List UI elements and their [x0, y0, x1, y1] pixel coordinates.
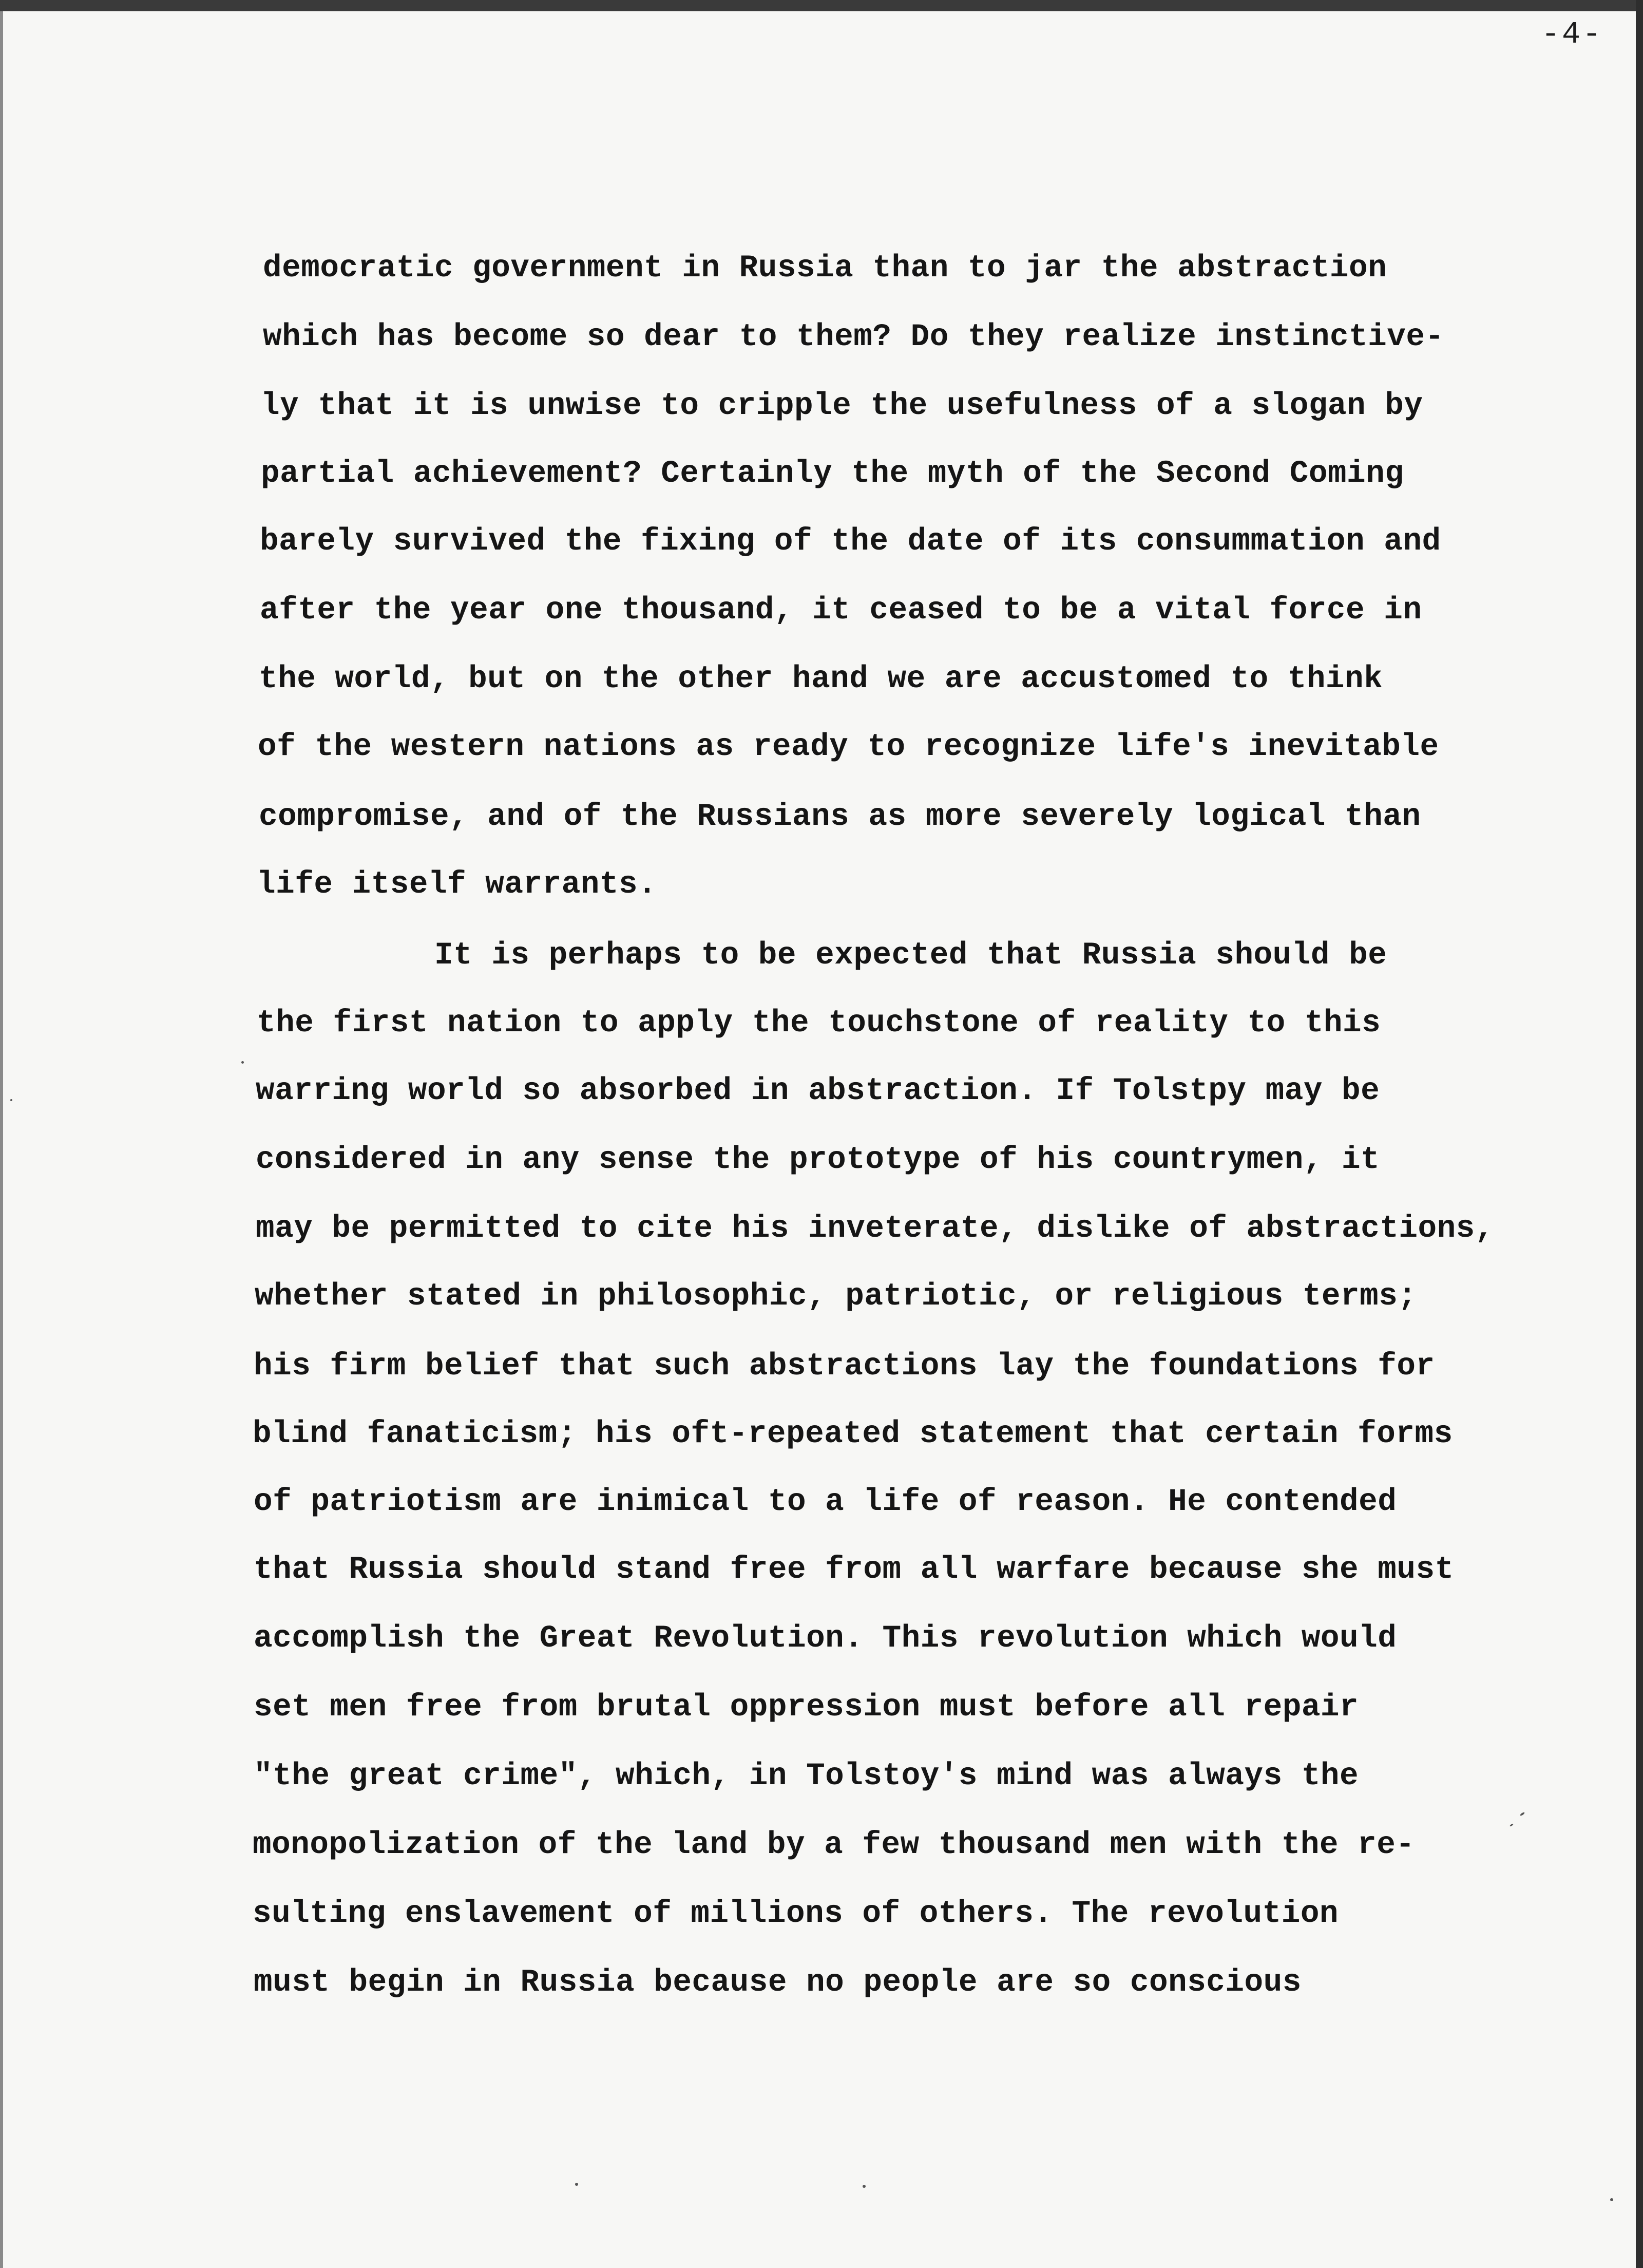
text-line: the first nation to apply the touchstone of reality to this	[257, 1006, 1381, 1041]
text-line: whether stated in philosophic, patriotic, or religious terms;	[255, 1279, 1417, 1314]
scan-edge-top	[0, 0, 1643, 11]
text-line: after the year one thousand, it ceased to be a vital force in	[260, 593, 1422, 628]
text-line: warring world so absorbed in abstraction. If Tolstpy may be	[256, 1073, 1380, 1109]
text-line: that Russia should stand free from all warfare because she must	[254, 1552, 1454, 1587]
text-line: ly that it is unwise to cripple the usefulness of a slogan by	[261, 388, 1423, 424]
text-line: compromise, and of the Russians as more severely logical than	[259, 799, 1421, 835]
page-number: -4-	[1541, 17, 1603, 52]
text-line: blind fanaticism; his oft-repeated statement that certain forms	[253, 1416, 1453, 1452]
scan-speck	[575, 2183, 578, 2186]
text-line: It is perhaps to be expected that Russia should be	[434, 938, 1387, 973]
text-line: of patriotism are inimical to a life of reason. He contended	[254, 1484, 1397, 1520]
text-line: which has become so dear to them? Do they realize instinctive-	[263, 319, 1444, 355]
text-line: must begin in Russia because no people are so conscious	[254, 1965, 1302, 2000]
text-line: set men free from brutal oppression must before all repair	[254, 1690, 1359, 1725]
text-line: sulting enslavement of millions of others. The revolution	[253, 1896, 1339, 1932]
text-line: accomplish the Great Revolution. This revolution which would	[254, 1621, 1397, 1656]
text-line: monopolization of the land by a few thousand men with the re-	[253, 1827, 1415, 1863]
text-line: barely survived the fixing of the date of its consummation and	[260, 524, 1441, 559]
text-line: democratic government in Russia than to jar the abstraction	[263, 251, 1387, 286]
scan-speck	[1610, 2198, 1613, 2201]
text-line: partial achievement? Certainly the myth of the Second Coming	[261, 456, 1404, 492]
text-line: his firm belief that such abstractions lay the foundations for	[254, 1349, 1435, 1384]
scan-speck	[241, 1061, 244, 1064]
scan-speck	[863, 2185, 866, 2188]
text-line: the world, but on the other hand we are accustomed to think	[259, 662, 1383, 697]
text-line: "the great crime", which, in Tolstoy's mind was always the	[254, 1759, 1359, 1794]
text-line: life itself warrants.	[257, 867, 657, 902]
scan-edge-right	[1636, 0, 1643, 2268]
text-line: considered in any sense the prototype of his countrymen, it	[256, 1142, 1380, 1178]
scan-speck	[10, 1099, 12, 1101]
text-line: of the western nations as ready to recognize life's inevitable	[258, 729, 1439, 765]
text-line: may be permitted to cite his inveterate, dislike of abstractions,	[256, 1211, 1494, 1246]
